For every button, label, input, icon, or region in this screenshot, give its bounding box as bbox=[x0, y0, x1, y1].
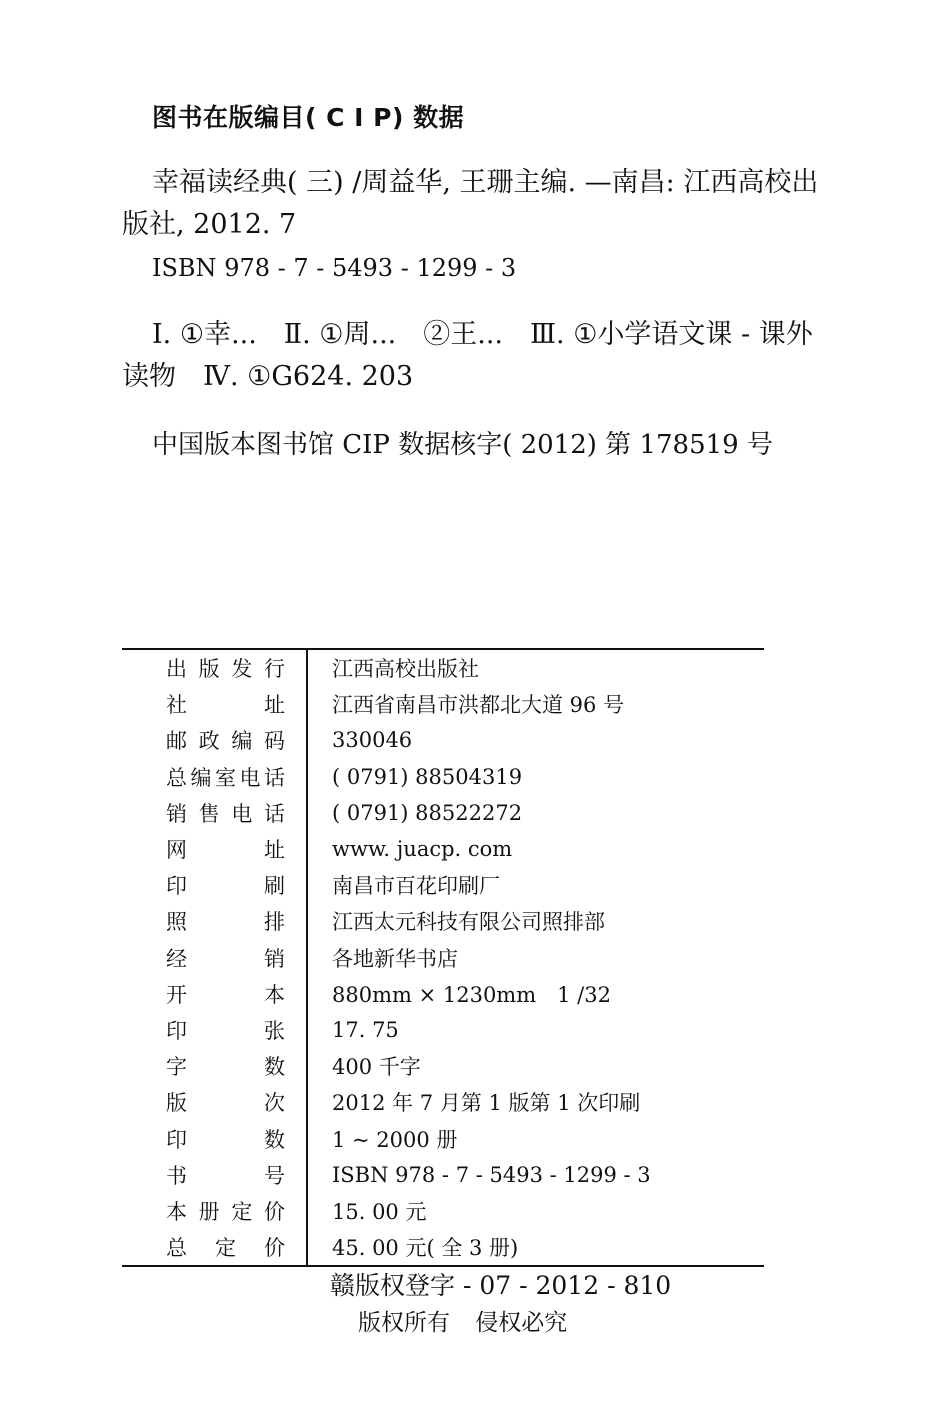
row-label: 开本 bbox=[166, 982, 286, 1007]
row-value: 15. 00 元 bbox=[332, 1199, 427, 1224]
cip-block bbox=[122, 98, 832, 466]
row-label: 总编室电话 bbox=[166, 765, 286, 790]
colophon-row-postcode bbox=[122, 722, 764, 758]
row-label: 字数 bbox=[166, 1055, 286, 1080]
colophon-row-print-run bbox=[122, 1120, 764, 1156]
row-label: 社址 bbox=[166, 693, 286, 718]
row-label: 书号 bbox=[166, 1163, 286, 1188]
row-value: ( 0791) 88522272 bbox=[332, 800, 523, 825]
colophon-table bbox=[122, 648, 764, 1267]
cip-isbn: ISBN 978 - 7 - 5493 - 1299 - 3 bbox=[152, 254, 517, 282]
row-value: 880mm × 1230mm 1 /32 bbox=[332, 982, 611, 1007]
row-label: 印数 bbox=[166, 1127, 286, 1152]
row-label: 印刷 bbox=[166, 874, 286, 899]
row-label: 销售电话 bbox=[166, 801, 286, 826]
row-label: 总定价 bbox=[166, 1236, 286, 1261]
row-value: 江西省南昌市洪都北大道 96 号 bbox=[332, 693, 625, 718]
row-value: 各地新华书店 bbox=[332, 946, 458, 971]
cip-heading: 图书在版编目( C I P) 数据 bbox=[152, 103, 465, 132]
copyright-registration: 赣版权登字 - 07 - 2012 - 810 bbox=[330, 1271, 672, 1300]
row-value: 2012 年 7 月第 1 版第 1 次印刷 bbox=[332, 1091, 641, 1116]
cip-description: 幸福读经典( 三) /周益华, 王珊主编. —南昌: 江西高校出版社, 2012. 7 bbox=[122, 167, 819, 240]
colophon-row-total-price bbox=[122, 1229, 764, 1265]
colophon-row-sheets bbox=[122, 1012, 764, 1048]
row-value: 江西太元科技有限公司照排部 bbox=[332, 910, 605, 935]
row-value: 南昌市百花印刷厂 bbox=[332, 874, 500, 899]
colophon-row-format bbox=[122, 976, 764, 1012]
row-value: 17. 75 bbox=[332, 1017, 399, 1042]
colophon-row-isbn bbox=[122, 1157, 764, 1193]
copyright-notice: 版权所有 侵权必究 bbox=[358, 1310, 568, 1336]
colophon-divider bbox=[306, 650, 308, 1265]
row-label: 本册定价 bbox=[166, 1199, 286, 1224]
colophon-row-publisher bbox=[122, 650, 764, 686]
row-value: 1 ~ 2000 册 bbox=[332, 1127, 458, 1152]
row-value: ISBN 978 - 7 - 5493 - 1299 - 3 bbox=[332, 1162, 651, 1187]
cip-data-number: 中国版本图书馆 CIP 数据核字( 2012) 第 178519 号 bbox=[152, 430, 773, 460]
colophon-row-distributor bbox=[122, 940, 764, 976]
row-value: ( 0791) 88504319 bbox=[332, 764, 523, 789]
colophon-row-volume-price bbox=[122, 1193, 764, 1229]
row-value: 400 千字 bbox=[332, 1055, 421, 1080]
row-label: 邮政编码 bbox=[166, 729, 286, 754]
colophon-row-sales-phone bbox=[122, 795, 764, 831]
colophon-row-website bbox=[122, 831, 764, 867]
cip-classification: Ⅰ. ①幸... Ⅱ. ①周... ②王... Ⅲ. ①小学语文课 - 课外读物 Ⅳ. ①G624. 203 bbox=[122, 319, 813, 392]
row-label: 照排 bbox=[166, 910, 286, 935]
row-label: 印张 bbox=[166, 1018, 286, 1043]
colophon-row-word-count bbox=[122, 1048, 764, 1084]
row-value: 江西高校出版社 bbox=[332, 657, 479, 682]
row-value: www. juacp. com bbox=[332, 837, 513, 862]
colophon-row-editorial-phone bbox=[122, 759, 764, 795]
colophon-row-printer bbox=[122, 867, 764, 903]
row-value: 45. 00 元( 全 3 册) bbox=[332, 1236, 519, 1261]
colophon-row-edition bbox=[122, 1084, 764, 1120]
row-label: 经销 bbox=[166, 946, 286, 971]
colophon-row-address bbox=[122, 686, 764, 722]
colophon-row-typesetting bbox=[122, 903, 764, 939]
row-label: 出版发行 bbox=[166, 657, 286, 682]
row-label: 网址 bbox=[166, 838, 286, 863]
row-value: 330046 bbox=[332, 728, 413, 753]
row-label: 版次 bbox=[166, 1091, 286, 1116]
